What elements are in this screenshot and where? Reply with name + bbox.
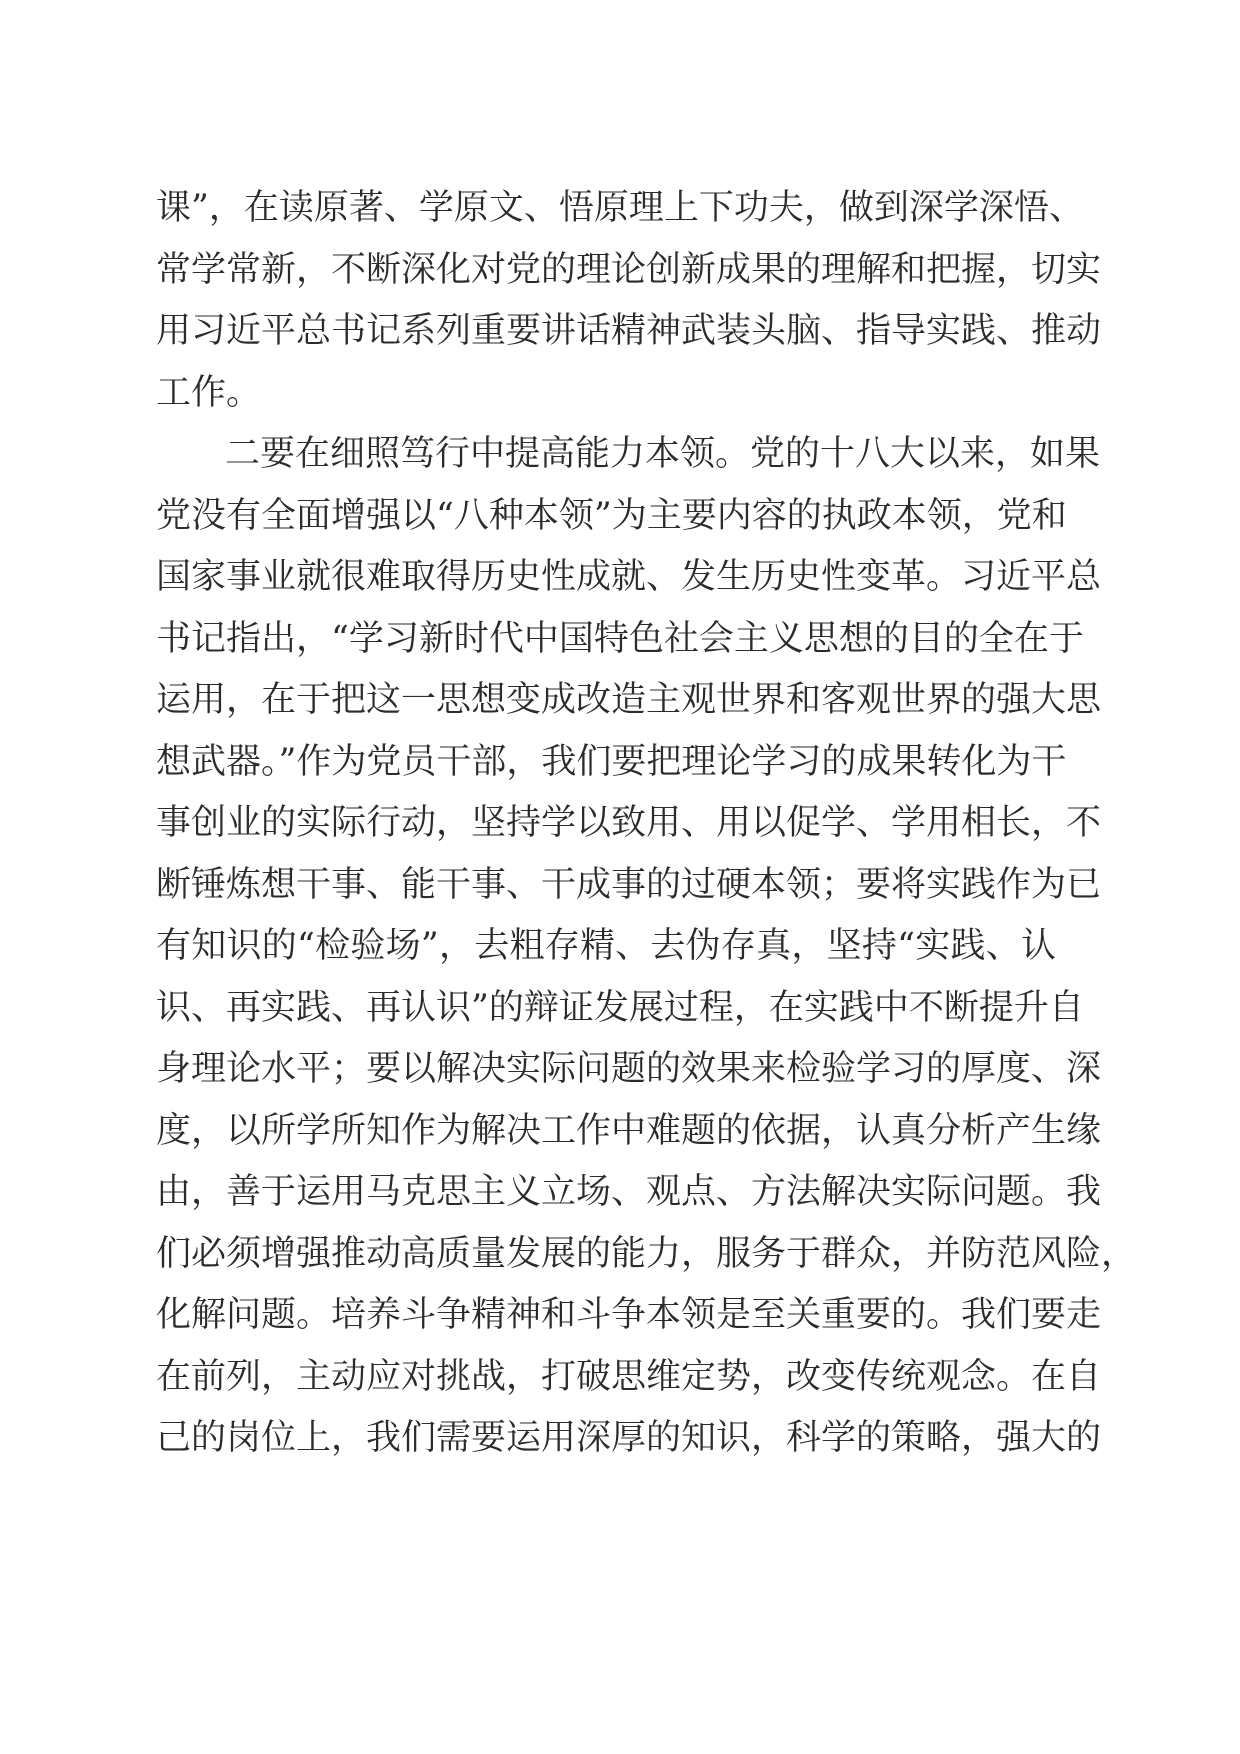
text-line: 由，善于运用马克思主义立场、观点、方法解决实际问题。我	[156, 1172, 1102, 1212]
text-line: 在前列，主动应对挑战，打破思维定势，改变传统观念。在自	[156, 1356, 1102, 1397]
text-line: 断锤炼想干事、能干事、干成事的过硬本领；要将实践作为已	[156, 864, 1102, 905]
text-line: 识、再实践、再认识”的辩证发展过程，在实践中不断提升自	[156, 987, 1084, 1028]
body-text	[156, 178, 1137, 1470]
text-line: 课”，在读原著、学原文、悟原理上下功夫，做到深学深悟、	[156, 188, 1084, 228]
paragraph-start-line: 二要在细照笃行中提高能力本领。党的十八大以来，如果	[225, 434, 1101, 474]
text-line: 常学常新，不断深化对党的理论创新成果的理解和把握，切实	[156, 249, 1102, 290]
text-line: 有知识的“检验场”，去粗存精、去伪存真，坚持“实践、认	[156, 926, 1056, 966]
text-line: 己的岗位上，我们需要运用深厚的知识，科学的策略，强大的	[156, 1418, 1102, 1458]
text-line: 国家事业就很难取得历史性成就、发生历史性变革。习近平总	[156, 557, 1102, 597]
text-line: 事创业的实际行动，坚持学以致用、用以促学、学用相长，不	[156, 803, 1102, 843]
text-line: 度，以所学所知作为解决工作中难题的依据，认真分析产生缘	[156, 1110, 1102, 1151]
text-line: 运用，在于把这一思想变成改造主观世界和客观世界的强大思	[156, 680, 1102, 720]
text-line: 想武器。”作为党员干部，我们要把理论学习的成果转化为干	[156, 741, 1067, 782]
text-line: 工作。	[156, 372, 262, 413]
text-line: 身理论水平；要以解决实际问题的效果来检验学习的厚度、深	[156, 1049, 1102, 1089]
text-line: 书记指出，“学习新时代中国特色社会主义思想的目的全在于	[156, 618, 1084, 659]
text-line: 化解问题。培养斗争精神和斗争本领是至关重要的。我们要走	[156, 1295, 1102, 1335]
text-line: 用习近平总书记系列重要讲话精神武装头脑、指导实践、推动	[156, 311, 1102, 351]
text-line: 们必须增强推动高质量发展的能力，服务于群众，并防范风险，	[156, 1233, 1137, 1274]
text-line: 党没有全面增强以“八种本领”为主要内容的执政本领，党和	[156, 495, 1067, 536]
